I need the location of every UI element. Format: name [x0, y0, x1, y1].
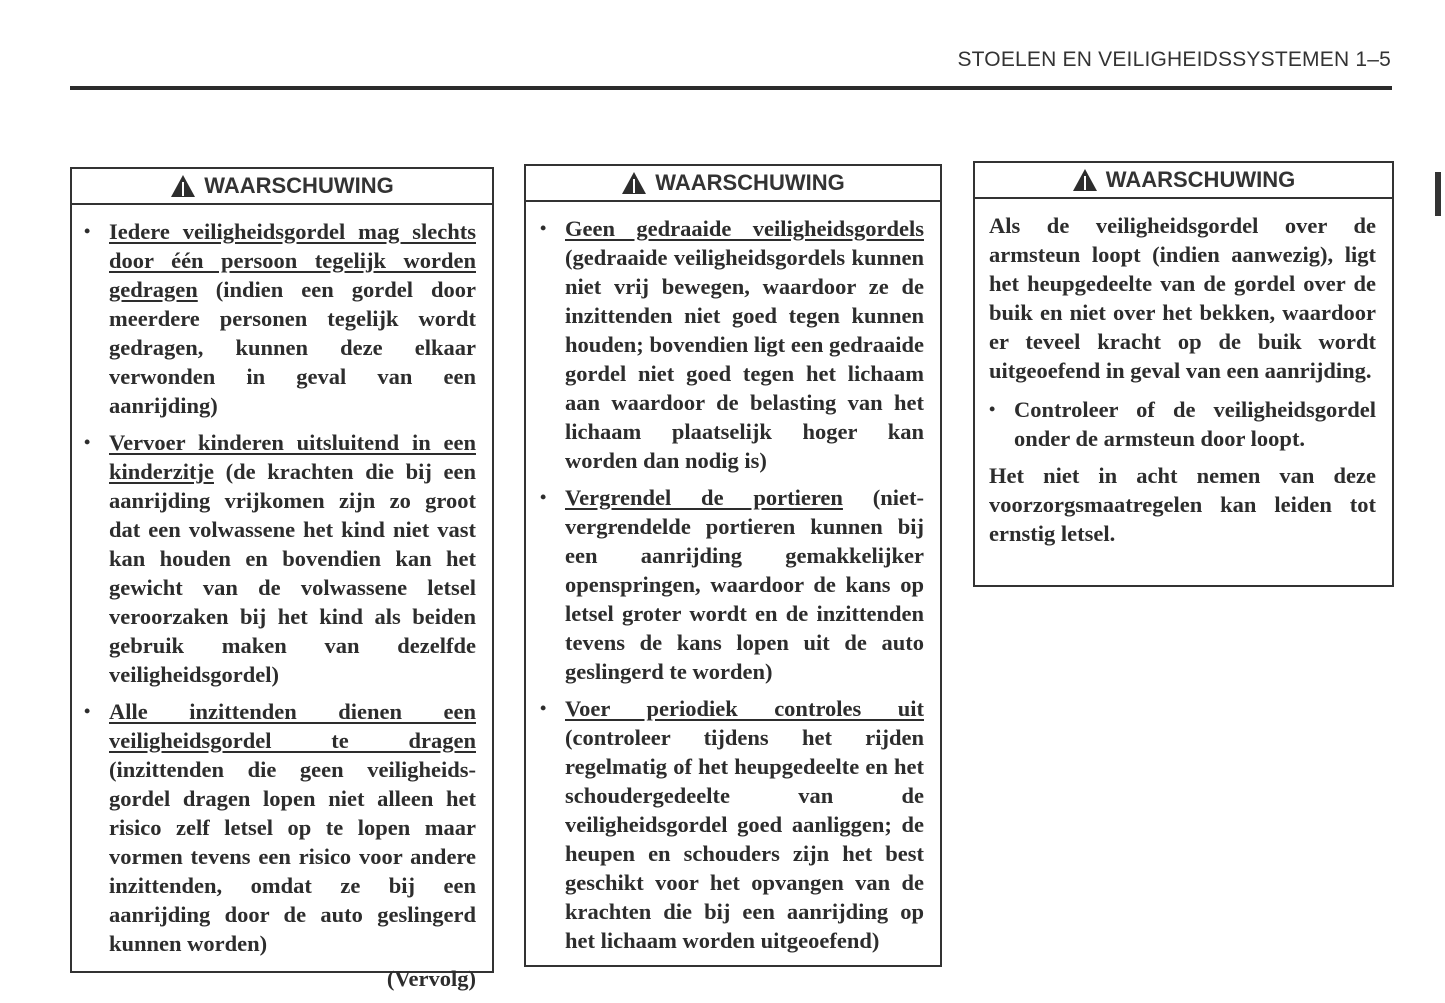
- page-edge-mark: [1435, 172, 1441, 216]
- continued-label: (Vervolg): [386, 966, 476, 991]
- warning-triangle-icon: [170, 174, 196, 198]
- warning-box-3: [973, 161, 1394, 587]
- item-emphasis: Vervoer kinderen uitsluitend in een kinderzitje: [109, 430, 476, 484]
- bullet-icon: •: [540, 698, 547, 718]
- item-emphasis: Vergrendel de portieren: [565, 485, 843, 510]
- list-item: [84, 697, 476, 958]
- list-item: [540, 694, 924, 955]
- warning-box-1: [70, 167, 494, 991]
- item-text: (inzittenden die geen veiligheids-gordel dragen lopen niet alleen het risico zelf letsel op te lopen maar vormen tevens een risico voor andere inzittenden, omdat ze bij een aanrijding door de auto geslingerd kunnen worden): [109, 757, 476, 956]
- warning-box-2: [524, 164, 942, 967]
- warning-title-text: WAARSCHUWING: [655, 170, 845, 195]
- item-text: (niet-vergrendelde portieren kunnen bij een aanrijding gemakkelijker openspringen, waardoor de kans op letsel groter wordt en de inzittenden tevens de kans lopen uit de auto geslingerd te worden): [565, 485, 924, 684]
- warning-triangle-icon: [621, 171, 647, 195]
- bullet-icon: •: [540, 487, 547, 507]
- item-emphasis: Iedere veiligheidsgordel mag slechts door één persoon tegelijk worden gedragen: [109, 219, 476, 302]
- item-text: (de krachten die bij een aanrijding vrijkomen zijn zo groot dat een volwassene het kind niet vast kan houden en bovendien kan het gewicht van de volwassene letsel veroorzaken bij het kind als beiden gebruik maken van dezelfde veiligheidsgordel): [109, 459, 476, 687]
- list-item: [84, 428, 476, 689]
- warning-box-title: [526, 166, 940, 202]
- item-emphasis: Voer periodiek controles uit: [565, 696, 924, 721]
- list-item: [540, 214, 924, 475]
- item-emphasis: Alle inzittenden dienen een veiligheidsgordel te dragen: [109, 699, 476, 753]
- warning-box-title: [975, 163, 1392, 199]
- warning-title-text: WAARSCHUWING: [1105, 167, 1296, 192]
- bullet-icon: •: [84, 432, 91, 452]
- item-text: (controleer tijdens het rijden regelmatig of het heupgedeelte en het schoudergedeelte van de veiligheidsgordel goed aanliggen; de heupen en schouders zijn het best geschikt voor het opvangen van de krachten die bij een aanrijding op het lichaam worden uitgeoefend): [565, 725, 924, 953]
- warning-title-text: WAARSCHUWING: [204, 173, 394, 198]
- item-emphasis: Geen gedraaide veiligheidsgordels: [565, 216, 924, 241]
- list-item: [989, 395, 1376, 453]
- header-rule: [70, 86, 1392, 90]
- list-item: [84, 217, 476, 420]
- page-header-title: STOELEN EN VEILIGHEIDSSYSTEMEN 1–5: [957, 48, 1391, 71]
- item-text: Controleer of de veiligheidsgordel onder de armsteun door loopt.: [1014, 397, 1376, 451]
- warning-outro: Het niet in acht nemen van deze voorzorgsmaatregelen kan leiden tot ernstig letsel.: [989, 463, 1376, 546]
- bullet-icon: •: [84, 701, 91, 721]
- warning-triangle-icon: [1072, 168, 1098, 192]
- item-text: (gedraaide veiligheidsgordels kunnen niet vrij bewegen, waardoor ze de inzittenden niet goed tegen kunnen houden; bovendien ligt een gedraaide gordel niet goed tegen het lichaam aan waardoor de belasting van het lichaam plaatselijk hoger kan worden dan nodig is): [565, 245, 924, 473]
- warning-intro: Als de veiligheidsgordel over de armsteun loopt (indien aanwezig), ligt het heupgedeelte van de gordel over de buik en niet over het bekken, waardoor er teveel kracht op de buik wordt uitgeoefend in geval van een aanrijding.: [989, 213, 1376, 383]
- list-item: [540, 483, 924, 686]
- bullet-icon: •: [540, 218, 547, 238]
- bullet-icon: •: [84, 221, 91, 241]
- item-text: (indien een gordel door meerdere personen tegelijk wordt gedragen, kunnen deze elkaar verwonden in geval van een aanrijding): [109, 277, 476, 418]
- bullet-icon: •: [989, 399, 996, 419]
- warning-box-title: [72, 169, 492, 205]
